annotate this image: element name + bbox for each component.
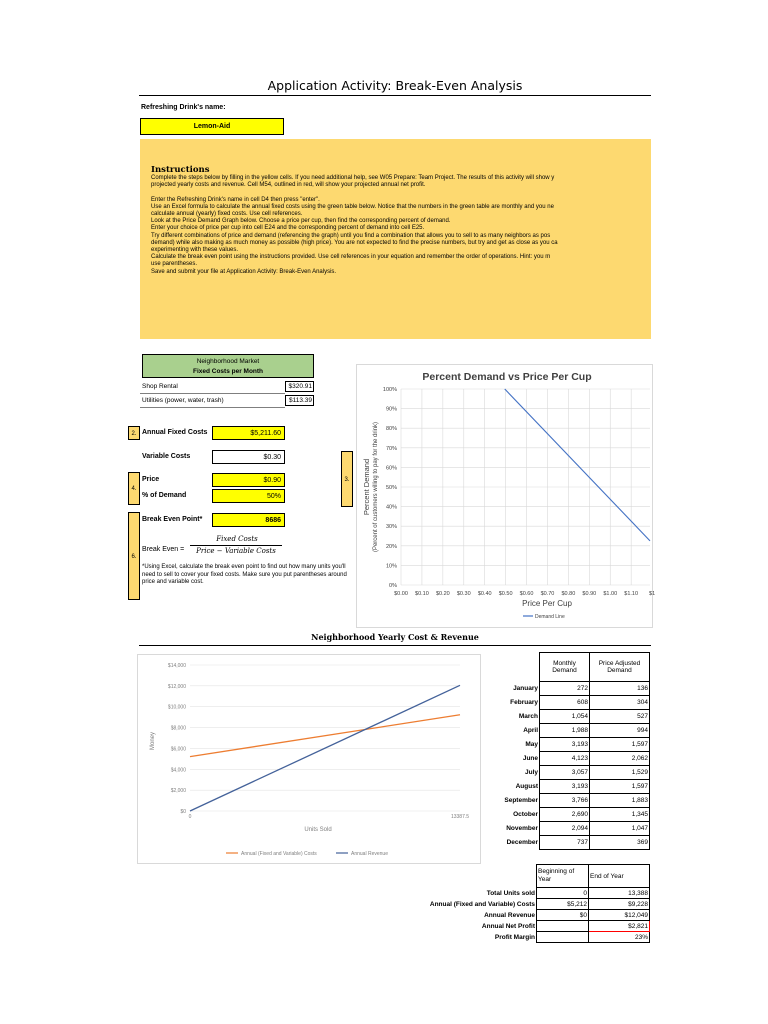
x-tick-label: 0 <box>188 814 192 820</box>
instruction-line: Save and submit your file at Application Activity: Break-Even Analysis. <box>151 268 337 275</box>
x-tick-labels <box>189 814 470 820</box>
adjusted-demand-cell[interactable]: 1,597 <box>590 780 650 794</box>
y-axis-sublabel: (Percent of customers willing to pay for the drink) <box>373 421 379 553</box>
step-2-marker: 2. <box>128 426 140 440</box>
monthly-demand-cell[interactable]: 1,054 <box>540 710 590 724</box>
formula-denominator: Price − Variable Costs <box>196 547 276 555</box>
y-axis-label: Money <box>150 731 156 751</box>
adjusted-demand-cell[interactable]: 1,529 <box>590 766 650 780</box>
instructions-text <box>151 175 691 276</box>
monthly-demand-table <box>480 652 650 850</box>
table-row <box>400 899 650 910</box>
instruction-line: Use an Excel formula to calculate the annual fixed costs using the green table below. Notice that the numbers in the green table are monthly and you ne <box>151 203 554 210</box>
cost-revenue-chart <box>137 654 481 864</box>
instruction-line: Calculate the break even point using the instructions provided. Use cell references in your equation and remember the order of operations. Hint: you m <box>151 254 551 261</box>
instruction-line: Try different combinations of price and demand (referencing the graph) until you find a combination that allows you to sell to as many neighbors as pos <box>151 232 551 239</box>
month-name: July <box>524 769 538 776</box>
month-name: March <box>518 713 538 720</box>
column-header: End of Year <box>589 865 650 888</box>
monthly-demand-cell[interactable]: 272 <box>540 682 590 696</box>
monthly-demand-cell[interactable]: 3,193 <box>540 738 590 752</box>
table-row <box>480 724 650 738</box>
formula-lhs: Break Even = <box>142 546 185 553</box>
y-tick-label: 70% <box>385 445 397 452</box>
month-name: April <box>523 727 538 734</box>
legend-label: Annual Revenue <box>351 851 388 857</box>
title-divider <box>139 95 651 96</box>
costs-line <box>190 715 460 757</box>
adjusted-demand-cell[interactable]: 2,062 <box>590 752 650 766</box>
table-row <box>480 822 650 836</box>
legend-label: Annual (Fixed and Variable) Costs <box>241 851 317 857</box>
drink-name-cell[interactable]: Lemon-Aid <box>140 118 284 135</box>
table-header-row <box>400 865 650 888</box>
adjusted-demand-cell[interactable]: 1,047 <box>590 822 650 836</box>
break-even-cell[interactable]: 8686 <box>212 513 285 527</box>
monthly-demand-cell[interactable]: 3,193 <box>540 780 590 794</box>
fixed-costs-header <box>142 354 314 378</box>
fixed-costs-subtitle: Fixed Costs per Month <box>192 368 264 375</box>
fixed-cost-name: Shop Rental <box>142 383 178 390</box>
fixed-cost-value[interactable]: $113.39 <box>285 395 314 406</box>
monthly-demand-cell[interactable]: 2,094 <box>540 822 590 836</box>
y-tick-label: 30% <box>385 524 397 531</box>
month-name: August <box>515 783 538 790</box>
y-tick-label: 20% <box>385 543 397 550</box>
column-header: Monthly Demand <box>540 653 590 682</box>
y-tick-label: 10% <box>385 563 397 570</box>
drink-name-label: Refreshing Drink's name: <box>141 104 226 111</box>
end-of-year-cell[interactable]: $9,228 <box>589 899 650 910</box>
y-tick-label: 90% <box>385 406 397 413</box>
adjusted-demand-cell[interactable]: 1,345 <box>590 808 650 822</box>
month-name: May <box>525 741 538 748</box>
price-label: Price <box>142 476 160 483</box>
x-tick-label: $0.30 <box>456 591 471 597</box>
demand-percent-cell[interactable]: 50% <box>212 489 285 503</box>
x-axis-label: Units Sold <box>304 827 332 833</box>
monthly-demand-cell[interactable]: 608 <box>540 696 590 710</box>
step-6-marker: 6. <box>128 512 140 600</box>
month-name: June <box>522 755 538 762</box>
step-4-marker: 4. <box>128 472 140 505</box>
month-name: December <box>506 839 538 846</box>
table-row <box>480 710 650 724</box>
instructions-panel <box>140 139 651 339</box>
end-of-year-cell[interactable]: $2,821 <box>589 921 650 932</box>
chart-legend <box>523 614 565 620</box>
y-tick-label: $8,000 <box>170 725 186 732</box>
adjusted-demand-cell[interactable]: 527 <box>590 710 650 724</box>
adjusted-demand-cell[interactable]: 369 <box>590 836 650 850</box>
instruction-line: projected yearly costs and revenue. Cell M54, outlined in red, will show your projected annual net profit. <box>151 182 426 189</box>
fixed-cost-row <box>140 395 314 407</box>
month-name: November <box>506 825 538 832</box>
table-row <box>480 696 650 710</box>
demand-price-chart <box>356 364 656 628</box>
instruction-line <box>151 189 691 196</box>
instruction-line: calculate annual (yearly) fixed costs. Use cell references. <box>151 211 303 218</box>
beginning-of-year-cell[interactable]: $5,212 <box>537 899 589 910</box>
chart-grid <box>190 665 460 811</box>
y-tick-label: $14,000 <box>167 663 186 669</box>
x-axis-label: Price Per Cup <box>522 599 572 608</box>
y-tick-label: $4,000 <box>170 767 186 774</box>
y-tick-label: $0 <box>180 809 186 815</box>
table-row <box>480 766 650 780</box>
page-title: Application Activity: Break-Even Analysis <box>267 78 523 93</box>
row-divider <box>140 393 285 394</box>
beginning-of-year-cell[interactable]: 0 <box>537 888 589 899</box>
monthly-demand-cell[interactable]: 4,123 <box>540 752 590 766</box>
break-even-label: Break Even Point* <box>142 516 203 523</box>
x-tick-label: $0.80 <box>561 591 576 597</box>
x-tick-label: $0.70 <box>540 591 555 597</box>
y-tick-label: 60% <box>385 465 397 472</box>
revenue-section-title: Neighborhood Yearly Cost & Revenue <box>311 632 479 642</box>
month-name: January <box>513 685 538 692</box>
x-tick-label: $0.20 <box>435 591 450 597</box>
month-name: September <box>504 797 538 804</box>
monthly-demand-cell[interactable]: 2,690 <box>540 808 590 822</box>
end-of-year-cell[interactable]: 23% <box>589 932 650 943</box>
x-tick-label: $0.50 <box>498 591 513 597</box>
adjusted-demand-cell[interactable]: 1,883 <box>590 794 650 808</box>
chart-grid <box>401 389 650 585</box>
annual-fixed-costs-cell[interactable]: $5,211.60 <box>212 426 285 440</box>
beginning-of-year-cell[interactable]: $0 <box>537 910 589 921</box>
revenue-divider <box>139 645 651 646</box>
y-tick-labels <box>383 387 397 589</box>
month-name: February <box>510 699 538 706</box>
variable-costs-cell[interactable]: $0.30 <box>212 450 285 464</box>
instruction-line: Complete the steps below by filling in the yellow cells. If you need additional help, see W05 Prepare: Team Project. The results of this activity will show y <box>151 175 555 181</box>
x-tick-label: $0.10 <box>415 591 429 597</box>
y-tick-label: $10,000 <box>167 704 186 711</box>
instruction-line: Enter your choice of price per cup into cell E24 and the corresponding percent of demand into cell E25. <box>151 225 425 232</box>
end-of-year-cell[interactable]: $12,049 <box>589 910 650 921</box>
x-tick-label: $0.60 <box>519 591 534 597</box>
x-tick-label: $1 <box>649 591 656 597</box>
adjusted-demand-cell[interactable]: 136 <box>590 682 650 696</box>
table-row <box>480 738 650 752</box>
month-name: October <box>513 811 538 818</box>
instruction-line: Look at the Price Demand Graph below. Choose a price per cup, then find the corresponding percent of demand. <box>151 218 451 225</box>
table-row <box>400 932 650 943</box>
fraction-bar <box>190 545 282 546</box>
x-tick-labels <box>394 591 655 597</box>
table-row <box>480 794 650 808</box>
formula-numerator: Fixed Costs <box>216 535 258 543</box>
table-row <box>480 780 650 794</box>
monthly-demand-cell[interactable]: 3,766 <box>540 794 590 808</box>
monthly-demand-cell[interactable]: 737 <box>540 836 590 850</box>
table-header-row <box>480 653 650 682</box>
column-header: Beginning of Year <box>537 865 589 888</box>
monthly-demand-cell[interactable]: 3,057 <box>540 766 590 780</box>
summary-label: Profit Margin <box>494 933 535 941</box>
column-header: Price Adjusted Demand <box>590 653 650 682</box>
beginning-of-year-cell[interactable] <box>537 932 589 943</box>
x-tick-label: $0.90 <box>582 591 597 597</box>
fixed-costs-title: Neighborhood Market <box>196 358 260 365</box>
table-row <box>480 752 650 766</box>
summary-table <box>400 864 650 943</box>
adjusted-demand-cell[interactable]: 1,597 <box>590 738 650 752</box>
table-row <box>480 836 650 850</box>
y-tick-label: $2,000 <box>170 788 186 795</box>
break-even-footnote: *Using Excel, calculate the break even point to find out how many units you'll need to sell to cover your fixed costs. Make sure you put parentheses around price and variable cost. <box>142 564 347 585</box>
adjusted-demand-cell[interactable]: 304 <box>590 696 650 710</box>
x-tick-label: $1.10 <box>624 591 639 597</box>
y-tick-label: $12,000 <box>167 683 186 690</box>
step-3-marker: 3. <box>341 451 353 507</box>
y-tick-labels <box>168 663 186 815</box>
x-tick-label: $0.40 <box>477 591 492 597</box>
row-divider <box>140 407 285 408</box>
table-row <box>480 682 650 696</box>
summary-label: Annual Net Profit <box>481 922 535 930</box>
y-axis-label: Percent Demand <box>362 458 371 516</box>
y-tick-label: 50% <box>385 485 397 491</box>
table-row <box>400 921 650 932</box>
end-of-year-cell[interactable]: 13,388 <box>589 888 650 899</box>
legend-label: Demand Line <box>535 614 565 620</box>
annual-fixed-costs-label: Annual Fixed Costs <box>142 429 208 436</box>
instruction-line: demand) while also making as much money as possible (high price). You are not expected to find the precise numbers, but try and get as close as you ca <box>151 239 558 246</box>
x-tick-label: $1.00 <box>603 591 618 597</box>
x-tick-label: 13387.5 <box>450 814 470 820</box>
beginning-of-year-cell[interactable] <box>537 921 589 932</box>
monthly-demand-cell[interactable]: 1,988 <box>540 724 590 738</box>
y-tick-label: 40% <box>385 504 397 511</box>
variable-costs-label: Variable Costs <box>142 453 191 460</box>
y-tick-label: 0% <box>389 583 397 589</box>
instructions-heading: Instructions <box>151 165 210 175</box>
table-row <box>400 888 650 899</box>
summary-label: Annual Revenue <box>484 911 535 919</box>
instruction-line: experimenting with these values. <box>151 247 239 254</box>
summary-label: Annual (Fixed and Variable) Costs <box>429 900 535 908</box>
y-tick-label: 100% <box>382 387 397 393</box>
chart-legend <box>226 851 388 857</box>
x-tick-label: $0.00 <box>394 591 408 597</box>
fixed-cost-row <box>140 381 314 393</box>
adjusted-demand-cell[interactable]: 994 <box>590 724 650 738</box>
price-cell[interactable]: $0.90 <box>212 473 285 487</box>
table-row <box>400 910 650 921</box>
fixed-cost-value[interactable]: $320.91 <box>285 381 314 392</box>
instruction-line: use parentheses. <box>151 261 198 268</box>
summary-label: Total Units sold <box>486 889 535 897</box>
instruction-line: Enter the Refreshing Drink's name in cell D4 then press "enter". <box>151 196 320 203</box>
demand-percent-label: % of Demand <box>142 492 187 499</box>
y-tick-label: 80% <box>385 426 397 433</box>
fixed-cost-name: Utilities (power, water, trash) <box>142 397 224 404</box>
chart-title: Percent Demand vs Price Per Cup <box>422 371 592 383</box>
table-row <box>480 808 650 822</box>
y-tick-label: $6,000 <box>170 746 186 753</box>
